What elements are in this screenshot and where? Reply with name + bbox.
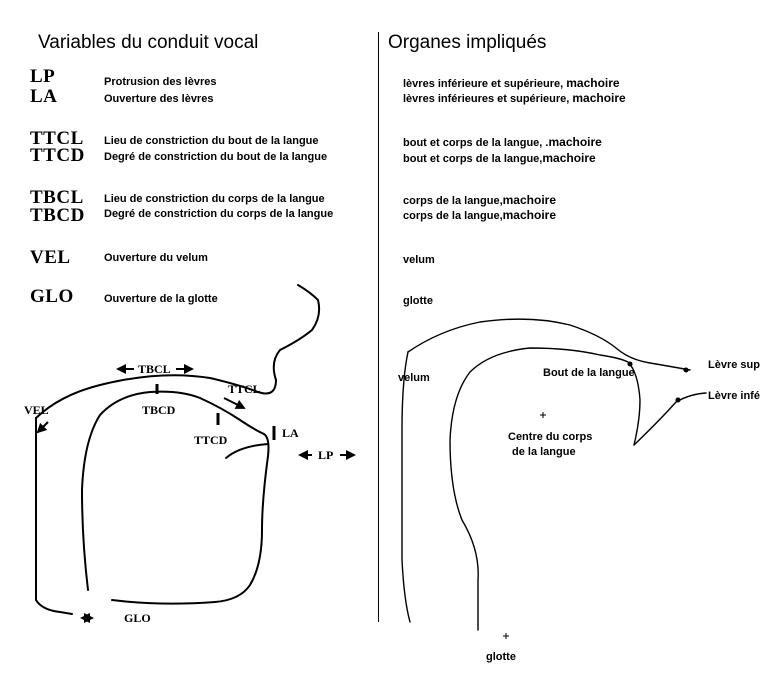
row-organs-tbcl: corps de la langue,machoire <box>403 193 556 207</box>
right-pharynx-back-wall <box>402 352 410 622</box>
right-vocal-tract <box>402 319 706 630</box>
row-desc-tbcl: Lieu de constriction du corps de la langue <box>104 193 325 205</box>
label-tbcd: TBCD <box>142 403 176 417</box>
label-levre-sup: Lèvre sup <box>708 359 760 371</box>
row-desc-ttcd: Degré de constriction du bout de la langue <box>104 151 328 163</box>
row-abbr-lp: LP <box>30 66 56 87</box>
label-ttcd: TTCD <box>194 433 228 447</box>
label-glotte: glotte <box>486 651 516 663</box>
label-la: LA <box>282 426 299 440</box>
tongue-contour <box>82 392 269 604</box>
row-desc-ttcl: Lieu de constriction du bout de la langue <box>104 135 319 147</box>
left-diagram-labels <box>24 362 333 625</box>
right-header: Organes impliqués <box>388 32 547 53</box>
row-organs-tbcd: corps de la langue,machoire <box>403 208 556 222</box>
tongue-tip-dot <box>628 362 632 366</box>
label-vel: VEL <box>24 403 49 417</box>
row-abbr-ttcl: TTCL <box>30 128 84 149</box>
label-glo: GLO <box>124 611 151 625</box>
left-vocal-tract <box>36 285 319 614</box>
right-diagram-markers <box>503 362 688 639</box>
row-organs-ttcd: bout et corps de la langue,machoire <box>403 151 596 165</box>
row-abbr-glo: GLO <box>30 286 74 307</box>
palate-contour <box>36 285 319 418</box>
label-lp: LP <box>318 448 334 462</box>
row-abbr-tbcl: TBCL <box>30 187 84 208</box>
row-abbr-la: LA <box>30 86 58 107</box>
row-desc-lp: Protrusion des lèvres <box>104 76 217 88</box>
right-lower-lip <box>634 393 706 445</box>
lip-lower-dot <box>676 398 680 402</box>
row-organs-lp: lèvres inférieure et supérieure, machoire <box>403 76 620 90</box>
row-organs-ttcl: bout et corps de la langue, .machoire <box>403 135 602 149</box>
row-organs-la: lèvres inférieures et supérieure, machoire <box>403 91 626 105</box>
row-desc-vel: Ouverture du velum <box>104 252 208 264</box>
label-ttcl: TTCL <box>228 382 261 396</box>
right-diagram-labels <box>398 359 760 663</box>
label-levre-inf: Lèvre infé <box>708 390 760 402</box>
label-velum: velum <box>398 372 430 384</box>
row-abbr-vel: VEL <box>30 247 71 268</box>
left-header: Variables du conduit vocal <box>38 32 259 53</box>
row-desc-tbcd: Degré de constriction du corps de la langue <box>104 208 334 220</box>
right-palate-contour <box>408 319 690 370</box>
lower-lip-contour <box>226 444 268 458</box>
right-tongue-contour <box>450 348 640 630</box>
row-abbr-ttcd: TTCD <box>30 145 85 166</box>
label-bout-langue: Bout de la langue <box>543 367 635 379</box>
label-centre-corps-1: Centre du corps <box>508 431 593 443</box>
row-desc-glo: Ouverture de la glotte <box>104 293 218 305</box>
left-diagram-arrows <box>38 369 354 618</box>
row-desc-la: Ouverture des lèvres <box>104 93 214 105</box>
row-organs-glo: glotte <box>403 295 433 307</box>
label-centre-corps-2: de la langue <box>512 446 576 458</box>
ttcl-arrow <box>224 398 244 408</box>
vel-arrow <box>38 422 48 432</box>
pharynx-back-wall <box>36 418 72 614</box>
row-organs-vel: velum <box>403 254 435 266</box>
label-tbcl: TBCL <box>138 362 171 376</box>
lip-upper-dot <box>684 368 688 372</box>
row-abbr-tbcd: TBCD <box>30 205 85 226</box>
